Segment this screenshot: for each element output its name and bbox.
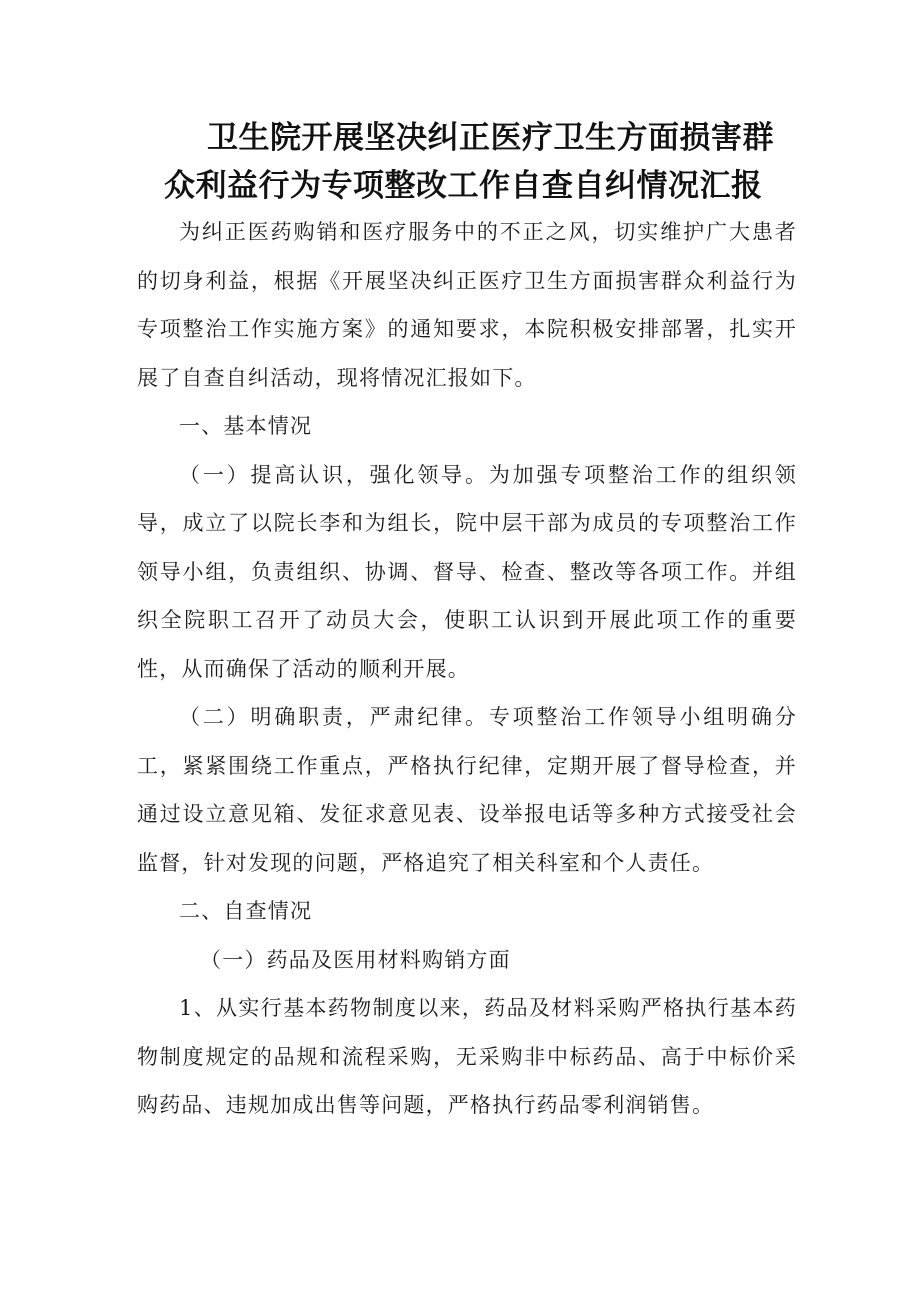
section-1-paragraph-2: （二）明确职责，严肃纪律。专项整治工作领导小组明确分工，紧紧围绕工作重点，严格执行纪律，定期开展了督导检查，并通过设立意见箱、发征求意见表、设举报电话等多种方式接受社会监督，针对发现的问题，严格追究了相关科室和个人责任。 (137, 705, 797, 875)
document-title-line-2: 众利益行为专项整改工作自查自纠情况汇报 (164, 168, 763, 204)
section-2-item-1: 1、从实行基本药物制度以来，药品及材料采购严格执行基本药物制度规定的品规和流程采购，无采购非中标药品、高于中标价采购药品、违规加成出售等问题，严格执行药品零利润销售。 (137, 996, 797, 1117)
section-2-subheading-1: （一）药品及医用材料购销方面 (200, 947, 511, 972)
document-body (137, 208, 797, 1130)
section-2-heading: 二、自查情况 (179, 899, 313, 923)
section-1-heading: 一、基本情况 (179, 414, 313, 438)
document-title-line-1: 卫生院开展坚决纠正医疗卫生方面损害群 (207, 120, 774, 156)
section-1-paragraph-1: （一）提高认识，强化领导。为加强专项整治工作的组织领导，成立了以院长李和为组长，院中层干部为成员的专项整治工作领导小组，负责组织、协调、督导、检查、整改等各项工作。并组织全院职工召开了动员大会，使职工认识到开展此项工作的重要性，从而确保了活动的顺利开展。 (137, 462, 797, 681)
intro-paragraph: 为纠正医药购销和医疗服务中的不正之风，切实维护广大患者的切身利益，根据《开展坚决纠正医疗卫生方面损害群众利益行为专项整治工作实施方案》的通知要求，本院积极安排部署，扎实开展了自查自纠活动，现将情况汇报如下。 (137, 220, 797, 390)
